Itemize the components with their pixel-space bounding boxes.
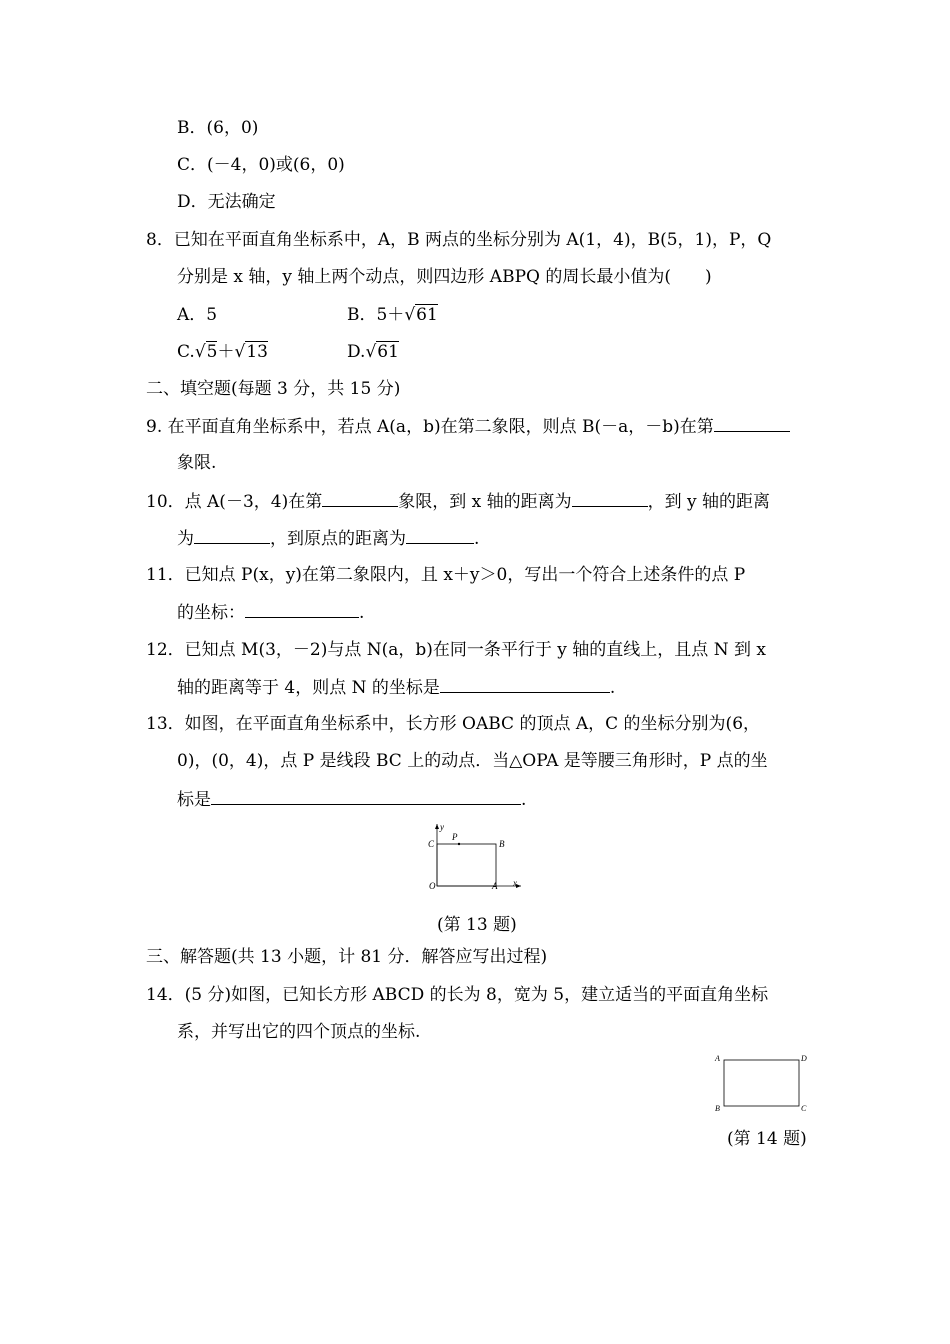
q7-option-d: D．无法确定	[177, 192, 276, 212]
q8-option-d-radicand: 61	[377, 342, 399, 362]
q10-text-e: ，到原点的距离为	[270, 529, 406, 549]
q14-rectangle	[724, 1060, 799, 1106]
q8-line1-points: A，B 两点的坐标分别为 A(1，4)，B(5，1)，P，Q	[377, 230, 772, 250]
q14-figure	[713, 1053, 813, 1115]
section-3-heading: 三、解答题(共 13 小题，计 81 分．解答应写出过程)	[146, 947, 548, 967]
q8-line2: 分别是 x 轴，y 轴上两个动点，则四边形 ABPQ 的周长最小值为( )	[177, 267, 712, 287]
q11-text-b: .	[359, 603, 365, 623]
q13-figure	[425, 820, 525, 892]
q14-label-c: C	[801, 1104, 807, 1113]
q8-number: 8．	[146, 230, 174, 250]
q8-option-d-prefix: D.	[347, 342, 366, 362]
q13-label-b: B	[499, 839, 505, 849]
q12-answer-blank[interactable]	[440, 676, 610, 693]
q7-option-b: B．(6，0)	[177, 118, 259, 138]
q10-line2	[177, 527, 479, 550]
q9-line2: 象限.	[177, 453, 217, 473]
q14-caption: (第 14 题)	[727, 1129, 807, 1149]
q13-text-a: 标是	[177, 790, 211, 810]
q13-label-a: A	[492, 881, 498, 891]
q12-line2	[177, 676, 615, 699]
q11-line2	[177, 601, 364, 624]
q8-option-c-radicand-2: 13	[246, 342, 268, 362]
q10-text-d: 为	[177, 529, 194, 549]
q11-answer-blank[interactable]	[245, 601, 359, 618]
q14-line2: 系，并写出它的四个顶点的坐标.	[177, 1022, 421, 1042]
q12-line1: 12．已知点 M(3，－2)与点 N(a，b)在同一条平行于 y 轴的直线上，且点 N 到 x	[146, 640, 766, 660]
q8-option-b-radicand: 61	[416, 305, 438, 325]
q13-line2: 0)，(0，4)，点 P 是线段 BC 上的动点．当△OPA 是等腰三角形时，P 点的坐	[177, 751, 768, 771]
q11-line1: 11．已知点 P(x，y)在第二象限内，且 x＋y＞0，写出一个符合上述条件的点 P	[146, 565, 746, 585]
q14-label-b: B	[715, 1104, 720, 1113]
q13-rectangle	[437, 844, 496, 886]
q14-label-a: A	[715, 1054, 720, 1063]
q13-text-b: .	[521, 790, 527, 810]
q13-point-p	[458, 843, 460, 845]
q9-line1	[146, 415, 790, 438]
q10-text-b: 象限，到 x 轴的距离为	[398, 492, 572, 512]
q13-label-x: x	[513, 878, 517, 888]
q13-y-arrow	[435, 824, 439, 829]
q10-text-c: ，到 y 轴的距离	[647, 492, 771, 512]
q10-blank-y-distance[interactable]	[194, 527, 270, 544]
q13-label-o: O	[429, 881, 436, 891]
q8-option-c: C.√5＋√13	[177, 342, 268, 362]
q13-label-p: P	[452, 832, 458, 842]
q13-line3	[177, 788, 526, 811]
q14-line1: 14．(5 分)如图，已知长方形 ABCD 的长为 8，宽为 5，建立适当的平面直角坐标	[146, 985, 769, 1005]
q13-line1: 13．如图，在平面直角坐标系中，长方形 OABC 的顶点 A，C 的坐标分别为(6，	[146, 714, 761, 734]
q13-answer-blank[interactable]	[211, 788, 521, 805]
q13-label-y: y	[440, 822, 444, 832]
q10-blank-quadrant[interactable]	[322, 490, 398, 507]
q10-blank-origin-distance[interactable]	[406, 527, 474, 544]
q9-line1-text: 9. 在平面直角坐标系中，若点 A(a，b)在第二象限，则点 B(－a，－b)在第	[146, 417, 714, 437]
q11-text-a: 的坐标：	[177, 603, 245, 623]
q10-line1	[146, 490, 770, 513]
q8-option-c-prefix: C.	[177, 342, 195, 362]
q12-text-a: 轴的距离等于 4，则点 N 的坐标是	[177, 678, 440, 698]
q13-caption: (第 13 题)	[437, 915, 517, 935]
q8-option-c-radicand-1: 5	[206, 342, 218, 362]
q12-text-b: .	[609, 678, 616, 698]
q8-option-c-plus: ＋	[217, 342, 235, 362]
q8-option-b: B．5＋√61	[347, 305, 438, 325]
q8-line1-text: 已知在平面直角坐标系中，	[173, 230, 378, 250]
q8-line1	[146, 229, 771, 251]
q8-option-d: D.√61	[347, 342, 399, 362]
q10-text-a: 10．点 A(－3，4)在第	[146, 492, 323, 512]
q7-option-c: C．(－4，0)或(6，0)	[177, 155, 345, 175]
q10-blank-x-distance[interactable]	[572, 490, 648, 507]
q10-text-f: .	[474, 529, 480, 549]
q9-answer-blank[interactable]	[714, 415, 790, 432]
section-2-heading: 二、填空题(每题 3 分，共 15 分)	[146, 379, 401, 399]
q13-label-c: C	[428, 839, 435, 849]
q8-option-a: A．5	[177, 305, 218, 325]
q8-option-b-prefix: B．5＋	[347, 305, 405, 325]
q14-label-d: D	[801, 1054, 807, 1063]
